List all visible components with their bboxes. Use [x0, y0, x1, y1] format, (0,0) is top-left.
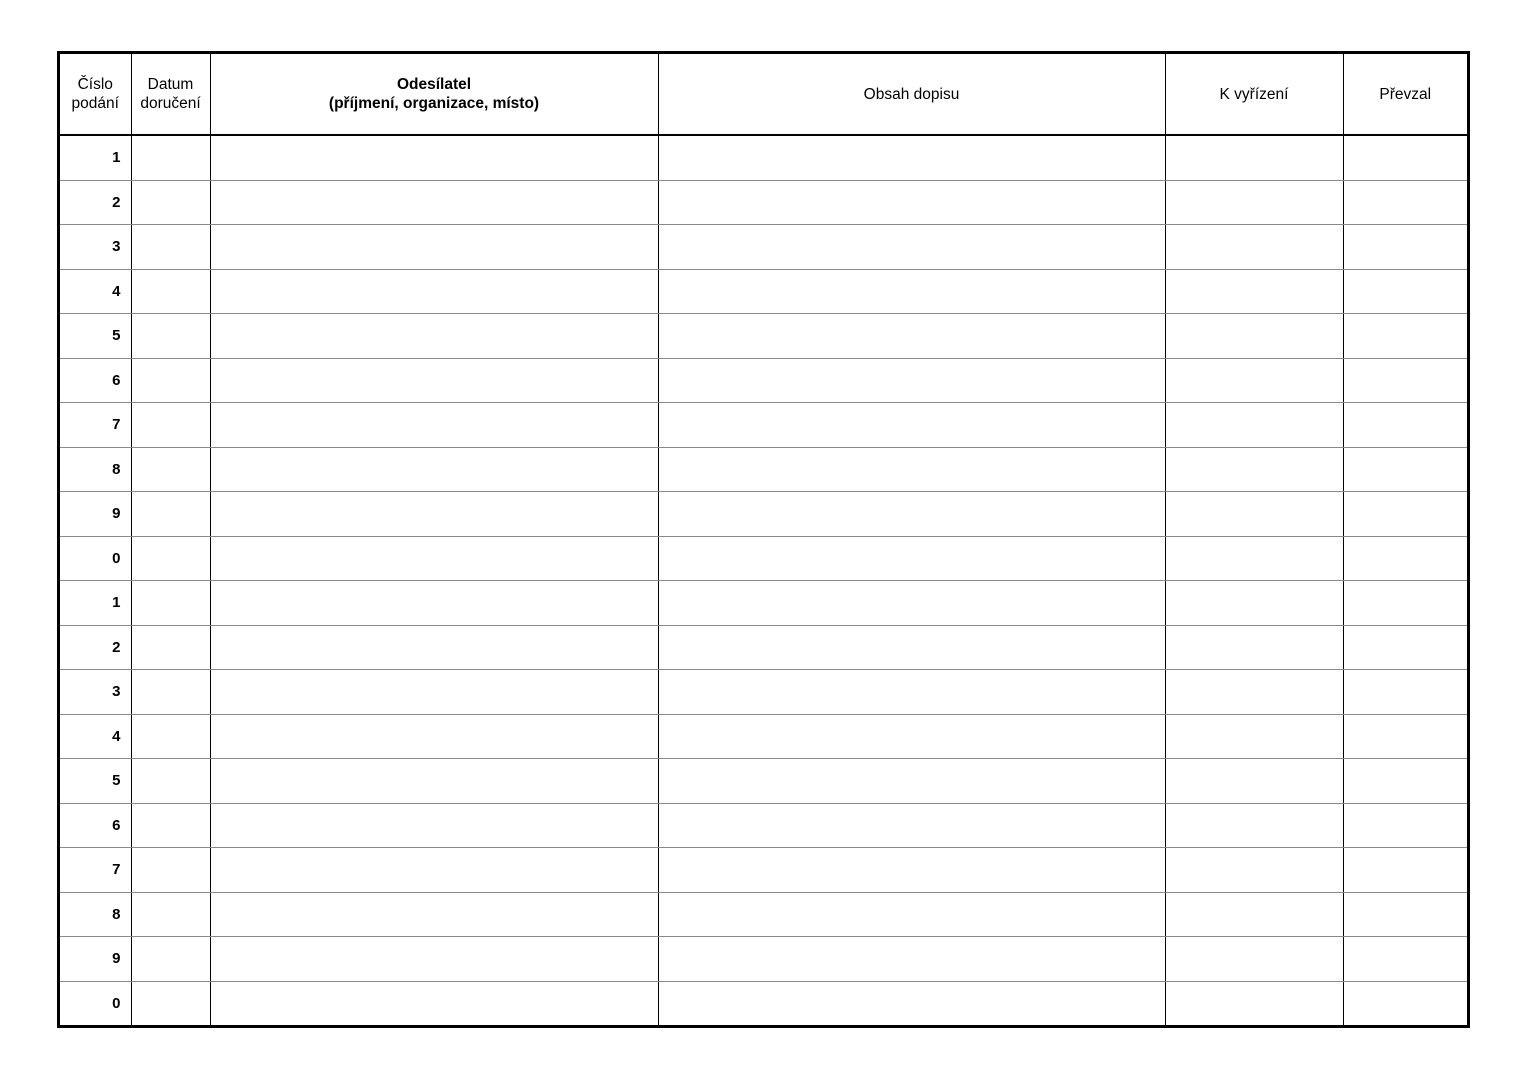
table-row	[60, 314, 1467, 359]
table-row	[60, 135, 1467, 180]
sender-cell[interactable]	[210, 447, 658, 492]
delivery-date-cell[interactable]	[131, 981, 210, 1025]
table-row	[60, 403, 1467, 448]
header-sender-line1: Odesílatel	[396, 76, 472, 93]
row-number: 0	[60, 536, 131, 581]
delivery-date-cell[interactable]	[131, 625, 210, 670]
row-number: 2	[60, 625, 131, 670]
letter-content-cell[interactable]	[658, 225, 1165, 270]
received-by-cell[interactable]	[1343, 492, 1467, 537]
header-sender	[210, 54, 658, 135]
letter-content-cell[interactable]	[658, 536, 1165, 581]
sender-cell[interactable]	[210, 581, 658, 626]
to-process-cell[interactable]	[1165, 625, 1343, 670]
letter-content-cell[interactable]	[658, 803, 1165, 848]
to-process-cell[interactable]	[1165, 358, 1343, 403]
sender-cell[interactable]	[210, 269, 658, 314]
header-received-by	[1343, 54, 1467, 135]
table-row	[60, 848, 1467, 893]
table-row	[60, 269, 1467, 314]
received-by-cell[interactable]	[1343, 581, 1467, 626]
delivery-date-cell[interactable]	[131, 135, 210, 180]
letter-content-cell[interactable]	[658, 848, 1165, 893]
sender-cell[interactable]	[210, 314, 658, 359]
header-letter-content	[658, 54, 1165, 135]
sender-cell[interactable]	[210, 848, 658, 893]
table-row	[60, 492, 1467, 537]
header-delivery-date	[131, 54, 210, 135]
to-process-cell[interactable]	[1165, 269, 1343, 314]
delivery-date-cell[interactable]	[131, 581, 210, 626]
table-row	[60, 892, 1467, 937]
received-by-cell[interactable]	[1343, 269, 1467, 314]
to-process-cell[interactable]	[1165, 892, 1343, 937]
letter-content-cell[interactable]	[658, 892, 1165, 937]
sender-cell[interactable]	[210, 937, 658, 982]
delivery-date-cell[interactable]	[131, 225, 210, 270]
to-process-cell[interactable]	[1165, 581, 1343, 626]
row-number: 9	[60, 492, 131, 537]
delivery-date-cell[interactable]	[131, 447, 210, 492]
row-number: 8	[60, 447, 131, 492]
to-process-cell[interactable]	[1165, 981, 1343, 1025]
to-process-cell[interactable]	[1165, 225, 1343, 270]
delivery-date-cell[interactable]	[131, 670, 210, 715]
received-by-cell[interactable]	[1343, 714, 1467, 759]
letter-content-cell[interactable]	[658, 314, 1165, 359]
row-number: 3	[60, 670, 131, 715]
mail-register-table	[60, 54, 1467, 1025]
to-process-cell[interactable]	[1165, 447, 1343, 492]
header-letter-content-label: Obsah dopisu	[863, 85, 960, 103]
letter-content-cell[interactable]	[658, 625, 1165, 670]
header-to-process-label: K vyřízení	[1219, 85, 1289, 103]
sender-cell[interactable]	[210, 358, 658, 403]
row-number: 5	[60, 759, 131, 804]
received-by-cell[interactable]	[1343, 981, 1467, 1025]
table-row	[60, 625, 1467, 670]
table-row	[60, 536, 1467, 581]
delivery-date-cell[interactable]	[131, 314, 210, 359]
received-by-cell[interactable]	[1343, 848, 1467, 893]
mail-register-form	[57, 51, 1470, 1028]
row-number: 6	[60, 803, 131, 848]
sender-cell[interactable]	[210, 670, 658, 715]
row-number: 7	[60, 848, 131, 893]
received-by-cell[interactable]	[1343, 937, 1467, 982]
letter-content-cell[interactable]	[658, 358, 1165, 403]
letter-content-cell[interactable]	[658, 180, 1165, 225]
delivery-date-cell[interactable]	[131, 358, 210, 403]
header-to-process	[1165, 54, 1343, 135]
row-number: 4	[60, 269, 131, 314]
register-rows	[60, 135, 1467, 1025]
sender-cell[interactable]	[210, 714, 658, 759]
table-row	[60, 225, 1467, 270]
delivery-date-cell[interactable]	[131, 492, 210, 537]
to-process-cell[interactable]	[1165, 180, 1343, 225]
table-row	[60, 803, 1467, 848]
received-by-cell[interactable]	[1343, 135, 1467, 180]
letter-content-cell[interactable]	[658, 937, 1165, 982]
table-row	[60, 670, 1467, 715]
delivery-date-cell[interactable]	[131, 848, 210, 893]
header-filing-number-line2: podání	[71, 95, 119, 112]
row-number: 4	[60, 714, 131, 759]
sender-cell[interactable]	[210, 759, 658, 804]
received-by-cell[interactable]	[1343, 759, 1467, 804]
row-number: 1	[60, 135, 131, 180]
to-process-cell[interactable]	[1165, 759, 1343, 804]
received-by-cell[interactable]	[1343, 314, 1467, 359]
delivery-date-cell[interactable]	[131, 759, 210, 804]
received-by-cell[interactable]	[1343, 625, 1467, 670]
to-process-cell[interactable]	[1165, 135, 1343, 180]
sender-cell[interactable]	[210, 135, 658, 180]
delivery-date-cell[interactable]	[131, 180, 210, 225]
to-process-cell[interactable]	[1165, 536, 1343, 581]
received-by-cell[interactable]	[1343, 180, 1467, 225]
row-number: 3	[60, 225, 131, 270]
sender-cell[interactable]	[210, 981, 658, 1025]
row-number: 5	[60, 314, 131, 359]
letter-content-cell[interactable]	[658, 447, 1165, 492]
header-row	[60, 54, 1467, 135]
letter-content-cell[interactable]	[658, 714, 1165, 759]
sender-cell[interactable]	[210, 803, 658, 848]
row-number: 1	[60, 581, 131, 626]
table-row	[60, 358, 1467, 403]
delivery-date-cell[interactable]	[131, 803, 210, 848]
row-number: 6	[60, 358, 131, 403]
sender-cell[interactable]	[210, 225, 658, 270]
table-row	[60, 937, 1467, 982]
to-process-cell[interactable]	[1165, 937, 1343, 982]
letter-content-cell[interactable]	[658, 403, 1165, 448]
sender-cell[interactable]	[210, 892, 658, 937]
header-filing-number	[60, 54, 131, 135]
letter-content-cell[interactable]	[658, 492, 1165, 537]
letter-content-cell[interactable]	[658, 670, 1165, 715]
to-process-cell[interactable]	[1165, 848, 1343, 893]
received-by-cell[interactable]	[1343, 803, 1467, 848]
letter-content-cell[interactable]	[658, 981, 1165, 1025]
table-row	[60, 714, 1467, 759]
sender-cell[interactable]	[210, 403, 658, 448]
table-row	[60, 180, 1467, 225]
received-by-cell[interactable]	[1343, 892, 1467, 937]
received-by-cell[interactable]	[1343, 403, 1467, 448]
row-number: 7	[60, 403, 131, 448]
header-sender-line2: (příjmení, organizace, místo)	[328, 95, 540, 112]
header-delivery-date-line1: Datum	[147, 76, 194, 93]
received-by-cell[interactable]	[1343, 225, 1467, 270]
table-row	[60, 447, 1467, 492]
letter-content-cell[interactable]	[658, 581, 1165, 626]
row-number: 0	[60, 981, 131, 1025]
to-process-cell[interactable]	[1165, 403, 1343, 448]
received-by-cell[interactable]	[1343, 670, 1467, 715]
sender-cell[interactable]	[210, 625, 658, 670]
delivery-date-cell[interactable]	[131, 536, 210, 581]
received-by-cell[interactable]	[1343, 536, 1467, 581]
delivery-date-cell[interactable]	[131, 403, 210, 448]
to-process-cell[interactable]	[1165, 670, 1343, 715]
to-process-cell[interactable]	[1165, 492, 1343, 537]
header-received-by-label: Převzal	[1379, 85, 1432, 103]
header-filing-number-line1: Číslo	[77, 76, 113, 93]
to-process-cell[interactable]	[1165, 803, 1343, 848]
to-process-cell[interactable]	[1165, 714, 1343, 759]
table-row	[60, 759, 1467, 804]
table-row	[60, 981, 1467, 1025]
row-number: 8	[60, 892, 131, 937]
header-delivery-date-line2: doručení	[140, 95, 201, 112]
sender-cell[interactable]	[210, 180, 658, 225]
delivery-date-cell[interactable]	[131, 714, 210, 759]
received-by-cell[interactable]	[1343, 447, 1467, 492]
received-by-cell[interactable]	[1343, 358, 1467, 403]
letter-content-cell[interactable]	[658, 135, 1165, 180]
table-row	[60, 581, 1467, 626]
delivery-date-cell[interactable]	[131, 269, 210, 314]
letter-content-cell[interactable]	[658, 759, 1165, 804]
sender-cell[interactable]	[210, 536, 658, 581]
sender-cell[interactable]	[210, 492, 658, 537]
letter-content-cell[interactable]	[658, 269, 1165, 314]
delivery-date-cell[interactable]	[131, 937, 210, 982]
delivery-date-cell[interactable]	[131, 892, 210, 937]
to-process-cell[interactable]	[1165, 314, 1343, 359]
row-number: 9	[60, 937, 131, 982]
row-number: 2	[60, 180, 131, 225]
